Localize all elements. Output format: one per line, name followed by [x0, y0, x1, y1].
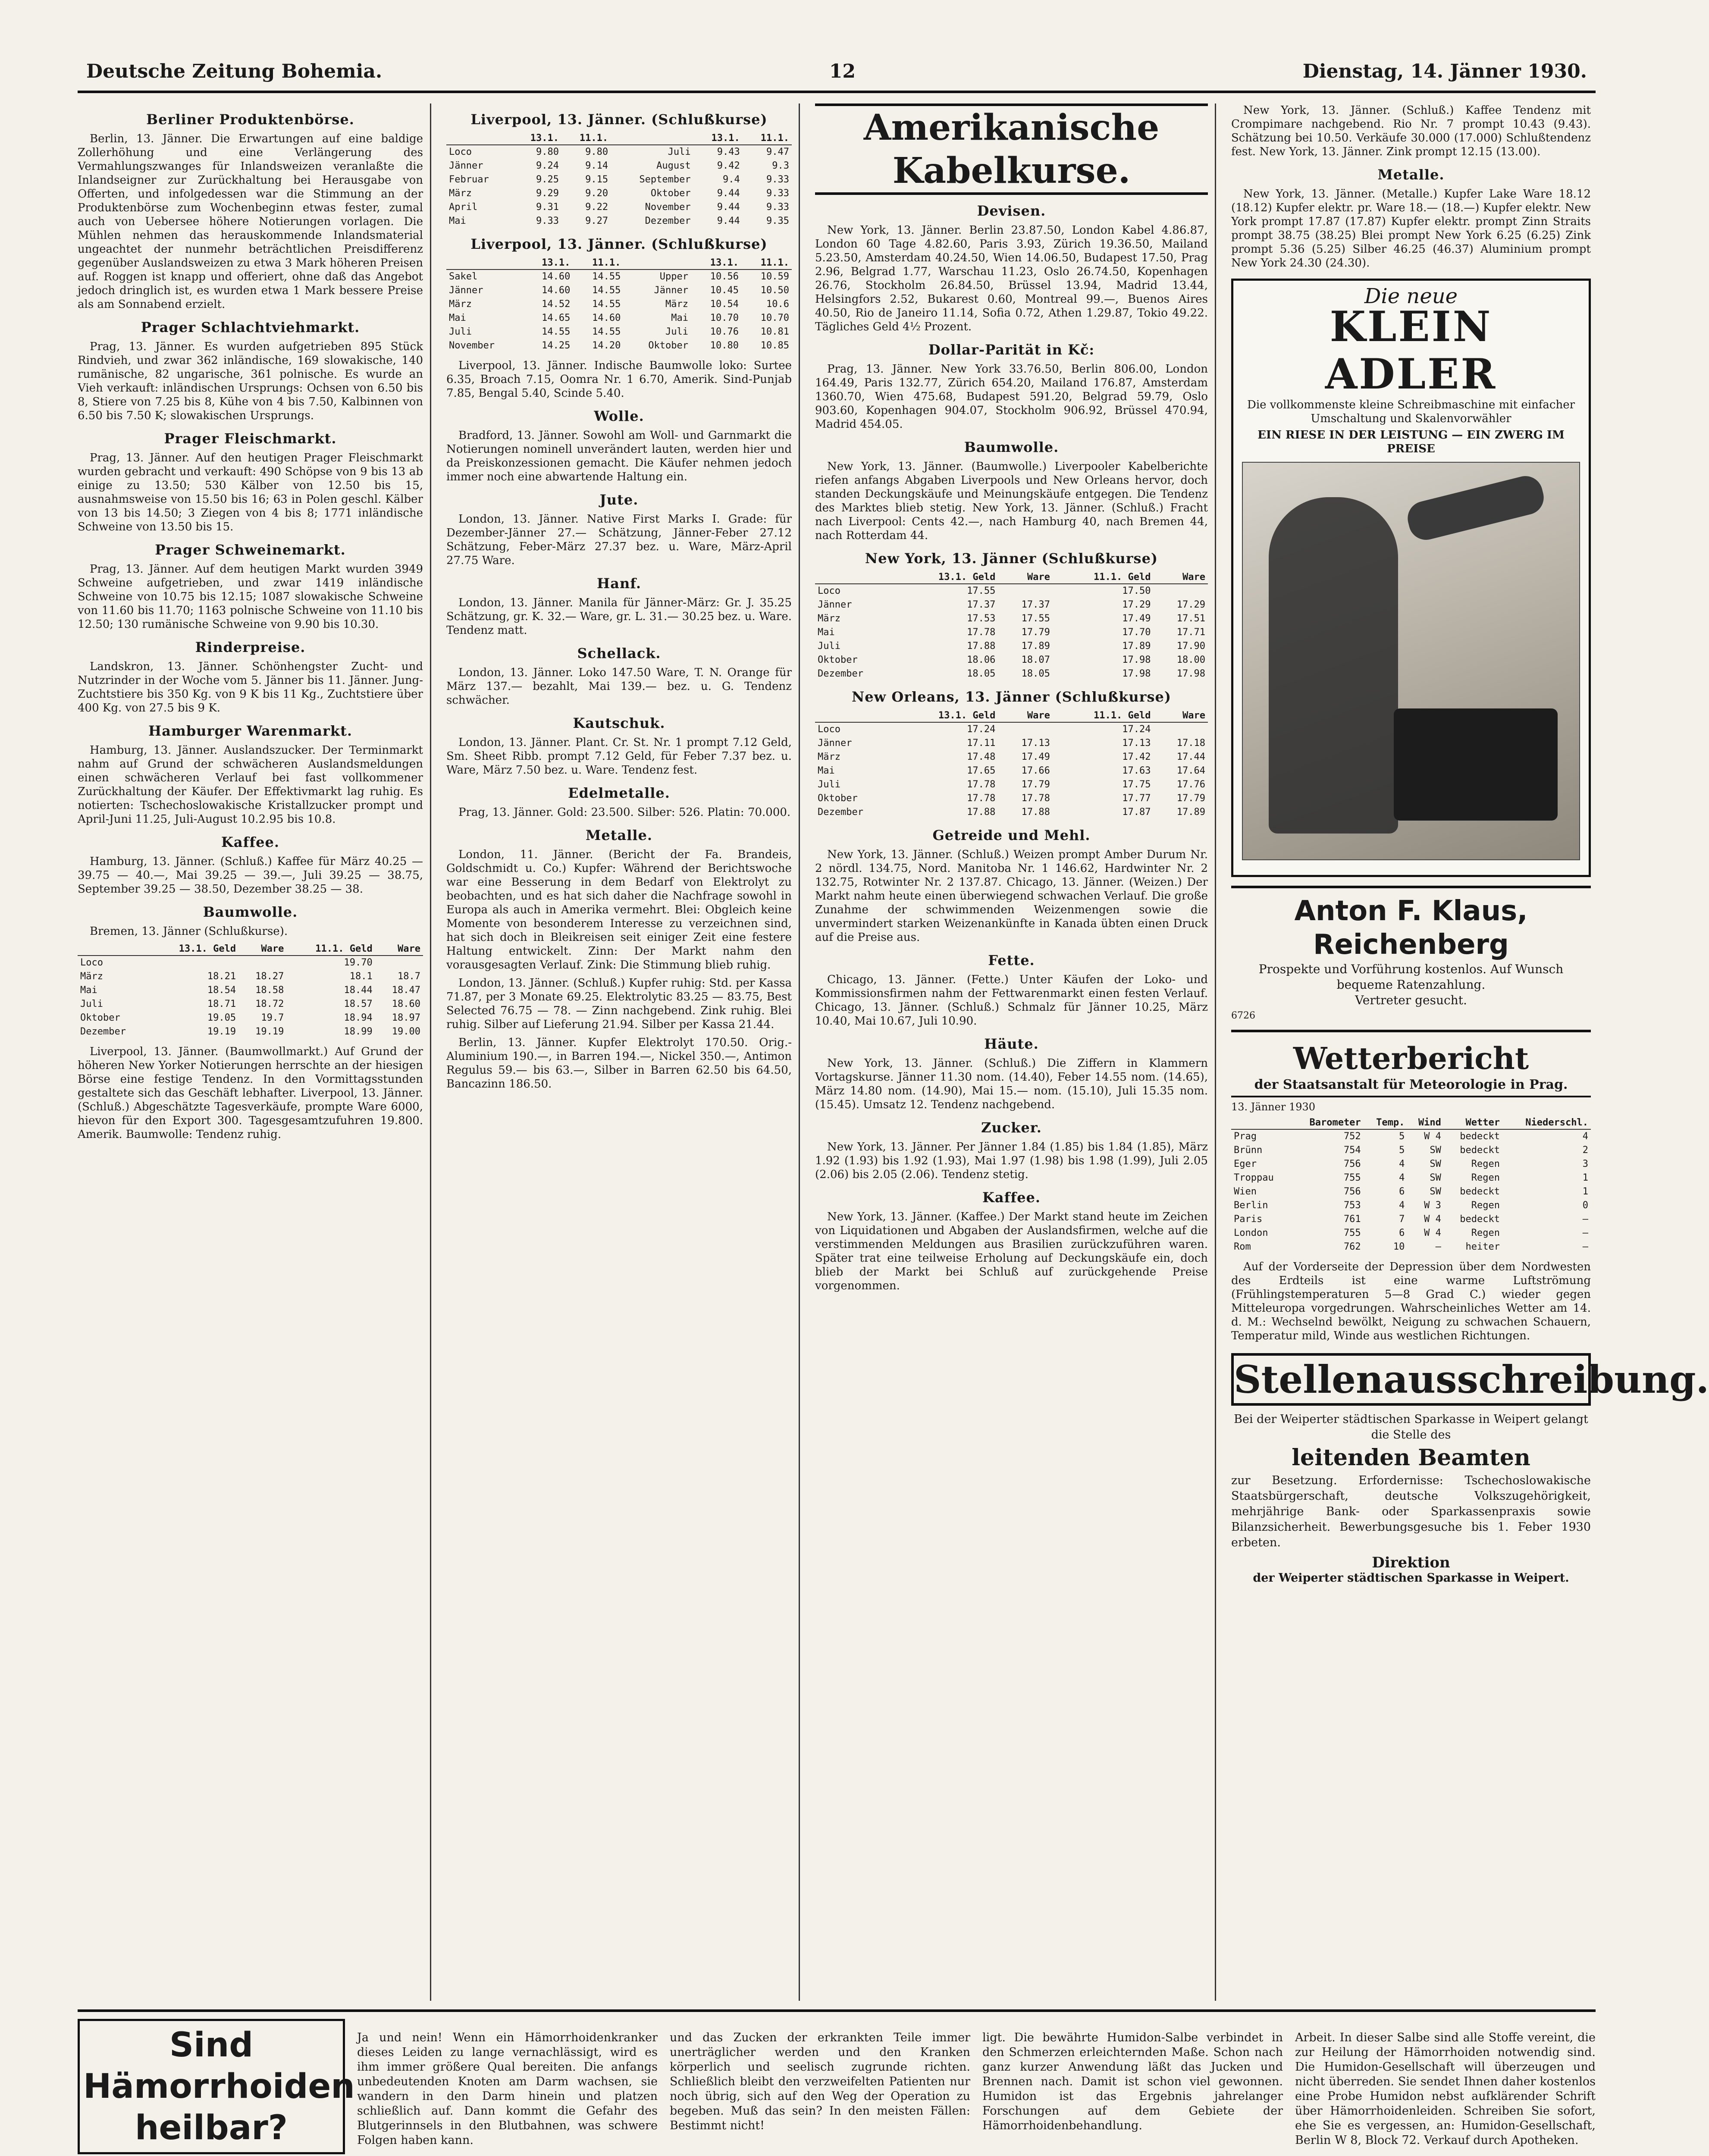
ad-paragraph: ligt. Die bewährte Humidon-Salbe verbindet in den Schmerzen erleichternden Maße. Schon nach ganz kurzer Anwendung läßt das Jucken und Brennen nach. Damit ist schon viel gewonnen. Humidon ist das Ergebnis jahrelanger Forschungen auf dem Gebiete der Hämorrhoidenbehandlung. — [982, 2031, 1283, 2132]
table-row: Jänner 17.11 17.13 17.13 17.18 — [818, 738, 1205, 749]
weather-subtitle: der Staatsanstalt für Meteorologie in Prag. — [1231, 1077, 1591, 1097]
table-row: April 9.31 9.22 November 9.44 9.33 — [449, 202, 789, 213]
ad-paragraph: und das Zucken der erkrankten Teile immer unerträglicher werden und den Kranken körperlich und seelisch zugrunde richten. Schließlich bleibt den verzweifelten Patienten nur noch übrig, sich auf den Weg der Operation zu begeben. Muß das sein? In den meisten Fällen: Bestimmt nicht! — [670, 2031, 970, 2132]
section-getreide — [815, 827, 1208, 944]
table-header: Temp. — [1364, 1116, 1408, 1129]
section-title: Getreide und Mehl. — [932, 827, 1091, 843]
table-row: London 755 6 W 4 Regen — — [1234, 1228, 1588, 1238]
section-title: Fette. — [988, 952, 1035, 968]
liverpool-table-title: Liverpool, 13. Jänner. (Schlußkurse) — [470, 111, 768, 128]
table-header — [815, 709, 897, 722]
section-text: Bremen, 13. Jänner (Schlußkurse). — [90, 925, 288, 938]
section-fleischmarkt — [78, 430, 423, 534]
table-row: Paris 761 7 W 4 bedeckt — — [1234, 1214, 1588, 1225]
table-row: Rom 762 10 — heiter — — [1234, 1241, 1588, 1252]
table-row: März 17.53 17.55 17.49 17.51 — [818, 613, 1205, 624]
anton-klaus-ad — [1231, 886, 1591, 1032]
ny-cotton-table — [815, 571, 1208, 681]
table-row: Jänner 9.24 9.14 August 9.42 9.3 — [449, 160, 789, 171]
table-header — [78, 943, 150, 956]
section-text: Hamburg, 13. Jänner. (Schluß.) Kaffee für März 40.25 — 39.75 — 40.—, Mai 39.25 — 39.—, Juli 39.25 — 38.75, September 39.25 — 38.50, Dezember 38.25 — 38. — [78, 855, 423, 896]
section-text: Berlin, 13. Jänner. Die Erwartungen auf eine baldige Zollerhöhung und eine Verlängerung des Vermahlungszwanges für Inlandsweizen veranlaßte die Inlandseigner zur Zurückhaltung bei Herausgabe von Offerten, und infolgedessen war die Stimmung an der Produktenbörse zum Wochenbeginn etwas fester, zumal auch von Uebersee höhere Notierungen vorlagen. Die Mühlen nehmen das herauskommende Inlandsmaterial ungeachtet der nunmehr beträchtlichen Preisdifferenz gegenüber Auslandsweizen zu etwa 3 Mark höheren Preisen auf. Roggen ist knapp und offeriert, ohne daß das Angebot jedoch dringlich ist, es wurden etwa 1 Mark bessere Preise als am Sonnabend erzielt. — [78, 132, 423, 311]
kaffee-ny-text: New York, 13. Jänner. (Schluß.) Kaffee Tendenz mit Crompimare nachgebend. Rio Nr. 7 prompt 10.43 (9.43). Schätzung bei 10.50. Verkäufe 30.000 (17.000) Schlußtendenz fest. New York, 13. Jänner. Zink prompt 12.15 (13.00). — [1231, 104, 1591, 158]
table-row: Berlin 753 4 W 3 Regen 0 — [1234, 1200, 1588, 1211]
liverpool2-table-title: Liverpool, 13. Jänner. (Schlußkurse) — [470, 236, 768, 252]
section-devisen — [815, 203, 1208, 334]
section-title: Kautschuk. — [573, 715, 665, 731]
table-header: Niederschl. — [1502, 1116, 1591, 1129]
table-row: Juli 18.71 18.72 18.57 18.60 — [80, 999, 420, 1009]
weather-date: 13. Jänner 1930 — [1231, 1101, 1316, 1113]
section-berliner-produktenboerse — [78, 111, 423, 311]
table-row: März 14.52 14.55 März 10.54 10.6 — [449, 299, 789, 310]
table-row: Dezember 18.05 18.05 17.98 17.98 — [818, 668, 1205, 679]
new-orleans-table — [815, 709, 1208, 819]
section-title: Rinderpreise. — [195, 639, 306, 655]
section-baumwolle-ny — [815, 439, 1208, 542]
section-text: Prag, 13. Jänner. Gold: 23.500. Silber: 526. Platin: 70.000. — [458, 806, 791, 819]
section-title: Prager Schweinemarkt. — [155, 542, 346, 558]
section-text: New York, 13. Jänner. (Schluß.) Die Ziffern in Klammern Vortagskurse. Jänner 11.30 nom. (14.40), Feber 14.55 nom. (14.65), März 14.80 nom. (14.90), Mai 15.— nom. (15.10), Juli 15.35 nom. (15.45). Umsatz 12. Tendenz nachgebend. — [815, 1057, 1208, 1111]
table-header: 13.1. — [691, 257, 741, 270]
column-2 — [446, 103, 800, 2001]
table-header: Ware — [238, 943, 286, 956]
section-text: Prag, 13. Jänner. Auf den heutigen Prager Fleischmarkt wurden gebracht und verkauft: 490 Schöpse von 9 bis 13 ab einige zu 13.50; 530 Kälber von 12.50 bis 15, ausnahmsweise von 15.50 bis 16; 63 in Polen geschl. Kälber von 13 bis 14.50; 3 Ziegen von 4 bis 8; 1771 inländische Schweine von 13.50 bis 15. — [78, 451, 423, 533]
table-row: März 17.48 17.49 17.42 17.44 — [818, 752, 1205, 762]
weather-report — [1231, 1040, 1591, 1343]
section-text: London, 13. Jänner. Manila für Jänner-März: Gr. J. 35.25 Schätzung, gr. K. 32.— Ware, gr. L. 31.— 30.25 bez. u. Ware. Tendenz matt. — [446, 596, 792, 637]
section-dollar-paritaet — [815, 342, 1208, 431]
weather-table — [1231, 1116, 1591, 1254]
ad-headline: Sind Hämorrhoiden heilbar? — [78, 2019, 345, 2154]
section-kautschuk — [446, 715, 792, 777]
table-row: März 18.21 18.27 18.1 18.7 — [80, 971, 420, 982]
table-row: Mai 17.65 17.66 17.63 17.64 — [818, 765, 1205, 776]
section-hamburger-warenmarkt — [78, 723, 423, 826]
table-row: Wien 756 6 SW bedeckt 1 — [1234, 1186, 1588, 1197]
section-text: New York, 13. Jänner. (Schluß.) Weizen prompt Amber Durum Nr. 2 nördl. 134.75, Nord. Manitoba Nr. 1 146.62, Hardwinter Nr. 2 132.75, Rotwinter Nr. 2 137.87. Chicago, 13. Jänner. (Weizen.) Der Markt nahm heute einen überwiegend schwachen Verlauf. Die große Zunahme der schwimmenden Weizenmengen sowie die unvermindert starken Weizenankünfte in Kanada übten einen Druck auf die Preise aus. — [815, 848, 1208, 944]
ad-brand: KLEIN ADLER — [1325, 302, 1497, 398]
biplane-icon — [1404, 473, 1547, 544]
table-header: 11.1. — [561, 132, 611, 145]
section-title: Prager Fleischmarkt. — [164, 430, 337, 447]
table-row: Oktober 19.05 19.7 18.94 18.97 — [80, 1012, 420, 1023]
section-title: Häute. — [984, 1036, 1039, 1052]
section-schweinemarkt — [78, 542, 423, 631]
page-number: 12 — [829, 60, 856, 82]
table-header: Ware — [1153, 571, 1208, 584]
section-title: Devisen. — [977, 203, 1046, 219]
table-header: 11.1. — [741, 257, 792, 270]
table-header: 13.1. — [693, 132, 743, 145]
masthead-left: Deutsche Zeitung Bohemia. — [86, 60, 383, 82]
indische-baumwolle-text: Liverpool, 13. Jänner. Indische Baumwolle loko: Surtee 6.35, Broach 7.15, Oomra Nr. 1 6.70, Amerik. Sind-Punjab 7.85, Bengal 5.40, Scinde 5.40. — [446, 359, 792, 400]
section-wolle — [446, 408, 792, 484]
date-line: Dienstag, 14. Jänner 1930. — [1302, 60, 1587, 82]
table-row: Jänner 14.60 14.55 Jänner 10.45 10.50 — [449, 285, 789, 296]
section-text: Hamburg, 13. Jänner. Auslandszucker. Der Terminmarkt nahm auf Grund der schwächeren Auslandsmeldungen einen schwächeren Verlauf bei fast vollkommener Zurückhaltung der Käufer. Der Effektivmarkt lag ruhig. Es notierten: Tschechoslowakische Kristallzucker prompt und April-Juni 11.25, Juli-August 10.2.95 bis 10.8. — [78, 744, 423, 826]
section-text: Chicago, 13. Jänner. (Fette.) Unter Käufen der Loko- und Kommissionsfirmen nahm der Fettwarenmarkt einen festen Verlauf. Chicago, 13. Jänner. (Schluß.) Schmalz für Jänner 10.25, März 10.40, Mai 10.67, Juli 10.90. — [815, 973, 1208, 1028]
section-jute — [446, 492, 792, 567]
ad-illustration — [1242, 462, 1580, 860]
section-schlachtviehmarkt — [78, 319, 423, 423]
section-text: Bradford, 13. Jänner. Sowohl am Woll- und Garnmarkt die Notierungen nominell unverändert lauten, werden hier und da Preiskonzessionen gemacht. Die Käufer nehmen jedoch immer noch eine abwartende Haltung ein. — [446, 429, 792, 483]
section-zucker — [815, 1119, 1208, 1181]
table-header — [815, 571, 897, 584]
metalle-title: Metalle. — [1377, 166, 1445, 183]
table-header: Ware — [998, 709, 1053, 722]
table-header: 13.1. Geld — [897, 571, 998, 584]
ad-company-name: Anton F. Klaus, Reichenberg — [1294, 895, 1528, 961]
section-baumwolle-bremen — [78, 904, 423, 1141]
section-title: Kaffee. — [221, 834, 279, 850]
section-text: London, 13. Jänner. Plant. Cr. St. Nr. 1 prompt 7.12 Geld, Sm. Sheet Ribb. prompt 7.12 Geld, für Feber 7.37 bez. u. Ware, März 7.50 bez. u. Ware. Tendenz fest. — [446, 736, 792, 777]
table-row: Sakel 14.60 14.55 Upper 10.56 10.59 — [449, 271, 789, 282]
job-posting-role: leitenden Beamten — [1292, 1445, 1530, 1471]
table-header: 11.1. Geld — [1053, 709, 1154, 722]
table-row: Jänner 17.37 17.37 17.29 17.29 — [818, 599, 1205, 610]
section-title: Edelmetalle. — [568, 785, 670, 801]
section-rinderpreise — [78, 639, 423, 715]
section-text: New York, 13. Jänner. (Kaffee.) Der Markt stand heute im Zeichen von Liquidationen und Abgaben der Auslandsfirmen, welche auf die verstimmenden Meldungen aus Brasilien zurückzuführen waren. Später trat eine teilweise Erholung auf Deckungskäufe ein, doch blieb der Markt bei Schluß auf zurückgehende Preise vorgenommen. — [815, 1210, 1208, 1292]
section-text: London, 13. Jänner. Loko 147.50 Ware, T. N. Orange für März 137.— bezahlt, Mai 139.— bez. u. G. Tendenz schwächer. — [446, 666, 792, 707]
ny-table-title: New York, 13. Jänner (Schlußkurse) — [865, 550, 1158, 567]
section-title: Baumwolle. — [203, 904, 298, 920]
table-header: 13.1. Geld — [897, 709, 998, 722]
section-haeute — [815, 1036, 1208, 1112]
klein-adler-ad — [1231, 279, 1591, 877]
ad-text: Vertreter gesucht. — [1355, 993, 1467, 1007]
table-row: Loco 9.80 9.80 Juli 9.43 9.47 — [449, 147, 789, 157]
section-schellack — [446, 645, 792, 707]
section-metalle — [446, 827, 792, 1091]
section-kaffee — [78, 834, 423, 896]
table-row: Juli 17.88 17.89 17.89 17.90 — [818, 641, 1205, 652]
section-title: Hamburger Warenmarkt. — [148, 723, 352, 739]
kabelkurse-title: Amerikanische Kabelkurse. — [815, 103, 1208, 195]
table-row: Dezember 17.88 17.88 17.87 17.89 — [818, 807, 1205, 818]
table-row: Juli 14.55 14.55 Juli 10.76 10.81 — [449, 326, 789, 337]
section-text: Prag, 13. Jänner. Auf dem heutigen Markt wurden 3949 Schweine aufgetrieben, und zwar 1419 inländische Schweine von 10.75 bis 12.15; 1087 slowakische Schweine von 11.60 bis 11.70; 1163 polnische Schweine von 11.10 bis 12.50; 130 rumänische Schweine von 9.90 bis 10.30. — [78, 563, 423, 631]
section-title: Schellack. — [577, 645, 661, 661]
section-title: Dollar-Parität in Kč: — [928, 342, 1095, 358]
job-posting — [1231, 1353, 1709, 1586]
table-header: Barometer — [1290, 1116, 1364, 1129]
table-header: 11.1. Geld — [286, 943, 375, 956]
section-text: New York, 13. Jänner. Berlin 23.87.50, London Kabel 4.86.87, London 60 Tage 4.82.60, Paris 3.93, Zürich 19.36.50, Mailand 5.23.50, Amsterdam 40.24.50, Wien 14.06.50, Budapest 17.50, Prag 2.96, Belgrad 1.77, Warschau 11.23, Oslo 26.74.50, Kopenhagen 26.76, Stockholm 26.84.50, Brüssel 13.94, Madrid 13.44, Helsingfors 2.52, Bukarest 0.60, Montreal 99.—, Buenos Aires 40.50, Rio de Janeiro 11.14, Sofia 0.72, Athen 1.29.87, Tokio 49.22. Tägliches Geld 4½ Prozent. — [815, 224, 1208, 333]
weather-title: Wetterbericht — [1293, 1040, 1529, 1076]
no-table-title: New Orleans, 13. Jänner (Schlußkurse) — [852, 689, 1171, 705]
ad-paragraph: Arbeit. In dieser Salbe sind alle Stoffe vereint, die zur Heilung der Hämorrhoiden notwendig sind. Die Humidon-Gesellschaft will überzeugen und nicht überreden. Sie sendet Ihnen daher kostenlos eine Probe Humidon nebst aufklärender Schrift über Hämorrhoidenleiden. Schreiben Sie sofort, ehe Sie es vergessen, an: Humidon-Gesellschaft, Berlin W 8, Block 72. Verkauf durch Apotheken. — [1295, 2031, 1596, 2147]
ad-tagline: Die vollkommenste kleine Schreibmaschine mit einfacher Umschaltung und Skalenvorwähler — [1247, 398, 1575, 425]
liverpool2-table — [446, 257, 792, 353]
table-row: Mai 17.78 17.79 17.70 17.71 — [818, 627, 1205, 638]
section-text: London, 13. Jänner. (Schluß.) Kupfer ruhig: Std. per Kassa 71.87, per 3 Monate 69.25. Elektrolytic 83.25 — 83.75, Best Selected 76.75 — 78. — Zinn nachgebend. Zink ruhig. Blei ruhig. Silber auf Lieferung 21.94. Silber per Kassa 21.44. — [446, 977, 792, 1031]
ad-slogan: EIN RIESE IN DER LEISTUNG — EIN ZWERG IM PREISE — [1257, 429, 1565, 455]
table-header: Wetter — [1444, 1116, 1502, 1129]
table-row: November 14.25 14.20 Oktober 10.80 10.85 — [449, 340, 789, 351]
table-header: 11.1. — [573, 257, 623, 270]
table-header: 13.1. — [512, 132, 561, 145]
section-title: Berliner Produktenbörse. — [146, 111, 354, 128]
section-text: Prag, 13. Jänner. New York 33.76.50, Berlin 806.00, London 164.49, Paris 132.77, Zürich 654.20, Mailand 176.87, Amsterdam 1360.70, Wien 475.68, Budapest 591.20, Belgrad 59.79, Oslo 903.60, Kopenhagen 904.07, Stockholm 906.92, Brüssel 470.94, Madrid 454.05. — [815, 363, 1208, 431]
table-row: Loco 17.24 17.24 — [818, 724, 1151, 735]
table-header — [623, 257, 691, 270]
table-header: Ware — [1153, 709, 1208, 722]
ad-code: 6726 — [1231, 1010, 1255, 1021]
section-title: Baumwolle. — [964, 439, 1059, 455]
table-row: Mai 18.54 18.58 18.44 18.47 — [80, 985, 420, 996]
column-3 — [815, 103, 1216, 2001]
liverpool-text: Liverpool, 13. Jänner. (Baumwollmarkt.) Auf Grund der höheren New Yorker Notierungen herrschte an der hiesigen Börse eine festige Tendenz. In den Vormittagsstunden gestaltete sich das Geschäft lebhafter. Liverpool, 13. Jänner. (Schluß.) Abgeschätzte Tagesverkäufe, prompte Ware 6000, hievon für den Export 300. Tagesgesamtzufuhren 19.800. Amerik. Baumwolle: Tendenz ruhig. — [78, 1045, 423, 1141]
ad-headline: Die neue — [1364, 284, 1458, 308]
table-header: Ware — [375, 943, 423, 956]
column-4 — [1231, 103, 1709, 2001]
section-kaffee-ny — [815, 1189, 1208, 1293]
running-head — [78, 52, 1596, 93]
table-row: Oktober 18.06 18.07 17.98 18.00 — [818, 655, 1205, 665]
table-row: Troppau 755 4 SW Regen 1 — [1234, 1172, 1588, 1183]
bremen-table — [78, 943, 423, 1039]
table-row: Dezember 19.19 19.19 18.99 19.00 — [80, 1026, 420, 1037]
metalle-text: New York, 13. Jänner. (Metalle.) Kupfer Lake Ware 18.12 (18.12) Kupfer elektr. pr. Ware 18.— (18.—) Kupfer elektr. New York prompt 17.87 (17.87) Kupfer elektr. prompt Zinn Straits prompt 38.75 (38.25) Blei prompt New York 6.25 (6.25) Zink prompt 5.36 (5.25) Silber 46.25 (46.37) Aluminium prompt New York 24.30 (24.30). — [1231, 188, 1591, 270]
section-text: London, 11. Jänner. (Bericht der Fa. Brandeis, Goldschmidt u. Co.) Kupfer: Während der Berichtswoche war eine Besserung in dem Bedarf von Elektrolyt zu beobachten, und es hat sich daher die Nachfrage sowohl in Europa als auch in Amerika vermehrt. Blei: Obgleich keine Momente von besonderem Interesse zu verzeichnen sind, hat sich doch in Bleikreisen seit einiger Zeit eine festere Haltung entwickelt. Zinn: Der Markt nahm den vorausgesagten Verlauf. Zink: Die Stimmung blieb ruhig. — [446, 848, 792, 971]
table-row: Loco 19.70 — [80, 957, 373, 968]
liverpool-table — [446, 132, 792, 228]
table-header: 13.1. Geld — [150, 943, 238, 956]
section-title: Kaffee. — [982, 1189, 1041, 1206]
table-row: Prag 752 5 W 4 bedeckt 4 — [1234, 1131, 1588, 1142]
table-header: Ware — [998, 571, 1053, 584]
table-row: Juli 17.78 17.79 17.75 17.76 — [818, 779, 1205, 790]
table-header — [446, 132, 512, 145]
ad-text: Prospekte und Vorführung kostenlos. Auf Wunsch bequeme Ratenzahlung. — [1258, 962, 1564, 992]
table-row: März 9.29 9.20 Oktober 9.44 9.33 — [449, 188, 789, 199]
section-title: Wolle. — [594, 408, 644, 424]
table-header: 11.1. — [743, 132, 792, 145]
section-hanf — [446, 575, 792, 637]
table-header — [611, 132, 693, 145]
columns — [78, 103, 1709, 2001]
job-posting-signature: Direktion — [1372, 1554, 1450, 1571]
job-posting-title: Stellenausschreibung. — [1231, 1353, 1591, 1406]
section-text: Landskron, 13. Jänner. Schönhengster Zucht- und Nutzrinder in der Woche vom 5. Jänner bis 11. Jänner. Jung-Zuchtstiere bis 350 Kg. von 9 K bis 11 Kg., Zuchtstiere über 400 Kg. von 27.5 bis 9 K. — [78, 660, 423, 714]
table-header: 11.1. Geld — [1053, 571, 1154, 584]
section-text: Berlin, 13. Jänner. Kupfer Elektrolyt 170.50. Orig.-Aluminium 190.—, in Barren 194.—, Nickel 350.—, Antimon Regulus 59.— bis 63.—, Silber in Barren 62.50 bis 64.50, Bancazinn 186.50. — [446, 1036, 792, 1091]
table-header — [1231, 1116, 1290, 1129]
weather-text: Auf der Vorderseite der Depression über dem Nordwesten des Erdteils ist eine warme Luftströmung (Frühlingstemperaturen 5—8 Grad C.) wieder gegen Mitteleuropa vorgedrungen. Wahrscheinliches Wetter am 14. d. M.: Wechselnd bewölkt, Neigung zu schwachen Schauern, Temperatur mild, Winde aus westlichen Richtungen. — [1231, 1260, 1591, 1342]
table-header: Wind — [1407, 1116, 1443, 1129]
humidon-ad — [78, 2009, 1596, 2156]
section-edelmetalle — [446, 785, 792, 819]
typewriter-icon — [1394, 708, 1558, 821]
section-title: Prager Schlachtviehmarkt. — [141, 319, 360, 335]
table-row: Loco 17.55 17.50 — [818, 586, 1151, 596]
section-title: Zucker. — [981, 1119, 1042, 1136]
section-text: London, 13. Jänner. Native First Marks I. Grade: für Dezember-Jänner 27.— Schätzung, Jänner-Feber 27.12 Schätzung, Feber-März 27.37 bez. u. Ware, März-April 27.75 Ware. — [446, 513, 792, 567]
section-text: New York, 13. Jänner. (Baumwolle.) Liverpooler Kabelberichte riefen anfangs Abgaben Liverpools und New Orleans hervor, doch standen Deckungskäufe und Meinungskäufe entgegen. Die Tendenz des Marktes blieb stetig. New York, 13. Jänner. (Schluß.) Fracht nach Liverpool: Cents 42.—, nach Hamburg 40, nach Bremen 44, nach Rotterdam 44. — [815, 460, 1208, 542]
section-fette — [815, 952, 1208, 1028]
job-posting-intro: Bei der Weiperter städtischen Sparkasse in Weipert gelangt die Stelle des — [1234, 1413, 1588, 1442]
table-row: Eger 756 4 SW Regen 3 — [1234, 1159, 1588, 1169]
section-title: Metalle. — [585, 827, 653, 843]
column-1 — [78, 103, 431, 2001]
section-title: Jute. — [599, 492, 639, 508]
table-row: Februar 9.25 9.15 September 9.4 9.33 — [449, 174, 789, 185]
table-row: Oktober 17.78 17.78 17.77 17.79 — [818, 793, 1205, 804]
job-posting-signature: der Weiperter städtischen Sparkasse in Weipert. — [1253, 1571, 1569, 1585]
table-row: Mai 9.33 9.27 Dezember 9.44 9.35 — [449, 216, 789, 226]
section-text: Prag, 13. Jänner. Es wurden aufgetrieben 895 Stück Rindvieh, und zwar 362 inländische, 169 slowakische, 140 rumänische, 82 ungarische, 361 polnische. Es wurde an Vieh verkauft: inländischen Ursprungs: Ochsen von 6.50 bis 8, Stiere von 7.25 bis 8, Kühe von 4 bis 7.50, Kalbinnen von 6.50 bis 7.50 K; slowakischen Ursprungs. — [78, 340, 423, 422]
table-row: Brünn 754 5 SW bedeckt 2 — [1234, 1145, 1588, 1156]
woman-figure-icon — [1269, 497, 1398, 834]
section-title: Hanf. — [597, 575, 641, 592]
table-row: Mai 14.65 14.60 Mai 10.70 10.70 — [449, 313, 789, 323]
table-header — [446, 257, 522, 270]
ad-paragraph: Ja und nein! Wenn ein Hämorrhoidenkranker dieses Leiden zu lange vernachlässigt, wird es ihm immer größere Qual bereiten. Die anfangs unbedeutenden Knoten am Darm wachsen, sie wandern in den Darm hinein und platzen schließlich auf. Dann kommt die Gefahr des Blutgerinnsels in den Blutbahnen, was schwere Folgen haben kann. — [357, 2031, 658, 2147]
section-text: New York, 13. Jänner. Per Jänner 1.84 (1.85) bis 1.84 (1.85), März 1.92 (1.93) bis 1.92 (1.93), Mai 1.97 (1.98) bis 1.98 (1.99), Juli 2.05 (2.06) bis 2.05 (2.06). Tendenz stetig. — [815, 1141, 1208, 1181]
job-posting-body: zur Besetzung. Erfordernisse: Tschechoslowakische Staatsbürgerschaft, deutsche Volkszugehörigkeit, mehrjährige Bank- oder Sparkassenpraxis sowie Bilanzsicherheit. Bewerbungsgesuche bis 1. Feber 1930 erbeten. — [1231, 1474, 1591, 1549]
table-header: 13.1. — [522, 257, 573, 270]
